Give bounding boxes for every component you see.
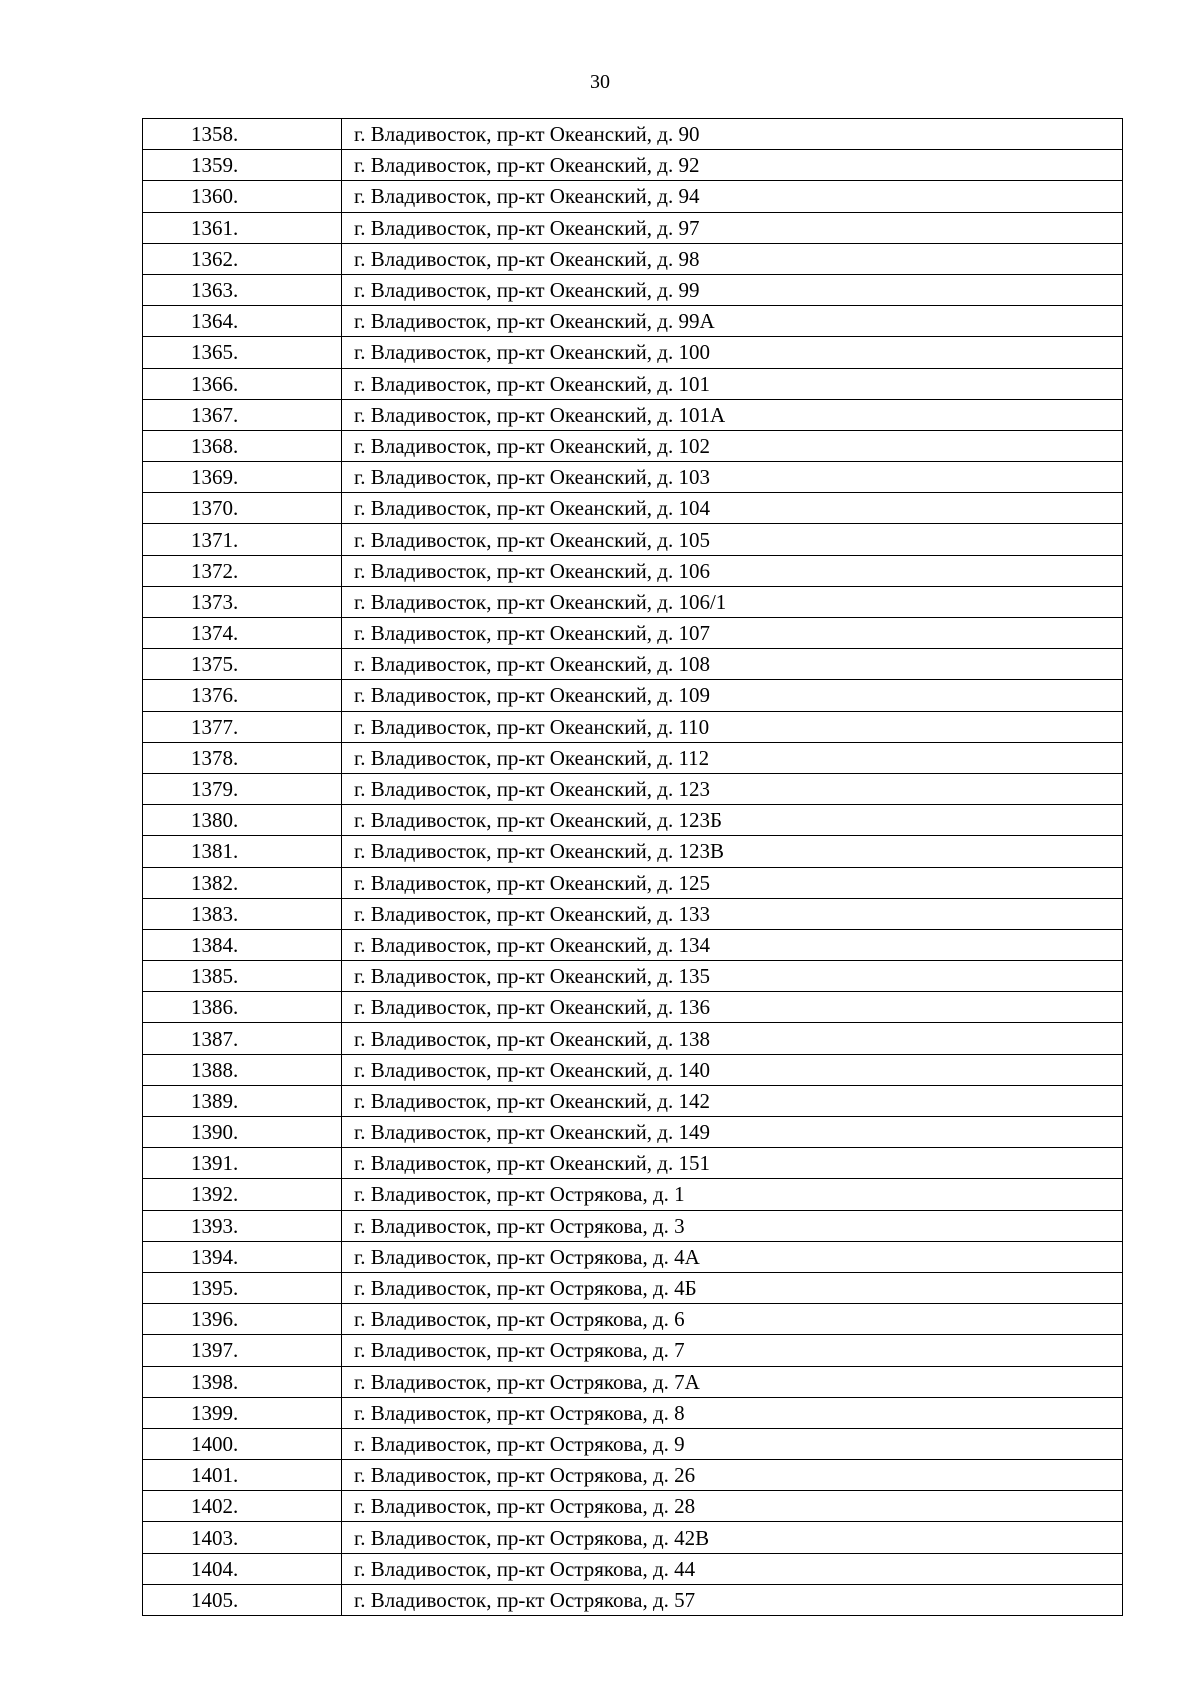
row-number-cell: 1398. [143,1366,342,1397]
row-number-cell: 1383. [143,898,342,929]
address-cell: г. Владивосток, пр-кт Океанский, д. 98 [342,243,1123,274]
row-number-cell: 1369. [143,462,342,493]
address-cell: г. Владивосток, пр-кт Острякова, д. 42В [342,1522,1123,1553]
table-row [143,1553,1123,1584]
address-cell: г. Владивосток, пр-кт Океанский, д. 110 [342,711,1123,742]
table-row [143,212,1123,243]
address-cell: г. Владивосток, пр-кт Океанский, д. 104 [342,493,1123,524]
address-cell: г. Владивосток, пр-кт Океанский, д. 149 [342,1117,1123,1148]
address-cell: г. Владивосток, пр-кт Острякова, д. 6 [342,1304,1123,1335]
table-row [143,306,1123,337]
table-row [143,1491,1123,1522]
row-number-cell: 1391. [143,1148,342,1179]
address-cell: г. Владивосток, пр-кт Океанский, д. 134 [342,929,1123,960]
row-number-cell: 1372. [143,555,342,586]
address-cell: г. Владивосток, пр-кт Океанский, д. 112 [342,742,1123,773]
row-number-cell: 1368. [143,430,342,461]
address-cell: г. Владивосток, пр-кт Океанский, д. 101 [342,368,1123,399]
row-number-cell: 1385. [143,961,342,992]
row-number-cell: 1399. [143,1397,342,1428]
address-cell: г. Владивосток, пр-кт Океанский, д. 140 [342,1054,1123,1085]
table-row [143,1117,1123,1148]
row-number-cell: 1367. [143,399,342,430]
row-number-cell: 1387. [143,1023,342,1054]
row-number-cell: 1397. [143,1335,342,1366]
address-table-body [143,119,1123,1616]
table-row [143,1179,1123,1210]
row-number-cell: 1395. [143,1272,342,1303]
address-cell: г. Владивосток, пр-кт Острякова, д. 3 [342,1210,1123,1241]
row-number-cell: 1375. [143,649,342,680]
table-row [143,898,1123,929]
table-row [143,150,1123,181]
table-row [143,399,1123,430]
table-row [143,493,1123,524]
row-number-cell: 1373. [143,586,342,617]
table-row [143,1148,1123,1179]
address-cell: г. Владивосток, пр-кт Океанский, д. 94 [342,181,1123,212]
page-number: 30 [590,71,610,93]
row-number-cell: 1379. [143,773,342,804]
address-cell: г. Владивосток, пр-кт Острякова, д. 4Б [342,1272,1123,1303]
table-row [143,1304,1123,1335]
address-cell: г. Владивосток, пр-кт Океанский, д. 123 [342,773,1123,804]
address-cell: г. Владивосток, пр-кт Океанский, д. 102 [342,430,1123,461]
table-row [143,742,1123,773]
table-row [143,1584,1123,1615]
table-row [143,1397,1123,1428]
address-cell: г. Владивосток, пр-кт Океанский, д. 108 [342,649,1123,680]
table-row [143,274,1123,305]
address-cell: г. Владивосток, пр-кт Океанский, д. 123В [342,836,1123,867]
table-row [143,1428,1123,1459]
row-number-cell: 1404. [143,1553,342,1584]
address-cell: г. Владивосток, пр-кт Океанский, д. 133 [342,898,1123,929]
row-number-cell: 1363. [143,274,342,305]
row-number-cell: 1370. [143,493,342,524]
address-cell: г. Владивосток, пр-кт Острякова, д. 7А [342,1366,1123,1397]
address-cell: г. Владивосток, пр-кт Океанский, д. 92 [342,150,1123,181]
table-row [143,1241,1123,1272]
address-cell: г. Владивосток, пр-кт Острякова, д. 44 [342,1553,1123,1584]
address-cell: г. Владивосток, пр-кт Океанский, д. 106/1 [342,586,1123,617]
address-cell: г. Владивосток, пр-кт Острякова, д. 1 [342,1179,1123,1210]
table-row [143,586,1123,617]
table-row [143,1460,1123,1491]
table-row [143,805,1123,836]
table-row [143,430,1123,461]
address-cell: г. Владивосток, пр-кт Океанский, д. 109 [342,680,1123,711]
row-number-cell: 1392. [143,1179,342,1210]
table-row [143,462,1123,493]
table-row [143,337,1123,368]
row-number-cell: 1405. [143,1584,342,1615]
address-cell: г. Владивосток, пр-кт Океанский, д. 103 [342,462,1123,493]
row-number-cell: 1371. [143,524,342,555]
row-number-cell: 1366. [143,368,342,399]
row-number-cell: 1400. [143,1428,342,1459]
address-cell: г. Владивосток, пр-кт Острякова, д. 9 [342,1428,1123,1459]
row-number-cell: 1376. [143,680,342,711]
table-row [143,836,1123,867]
table-row [143,181,1123,212]
row-number-cell: 1362. [143,243,342,274]
table-row [143,1210,1123,1241]
table-row [143,1522,1123,1553]
table-row [143,1335,1123,1366]
table-row [143,618,1123,649]
table-row [143,243,1123,274]
row-number-cell: 1359. [143,150,342,181]
row-number-cell: 1402. [143,1491,342,1522]
address-cell: г. Владивосток, пр-кт Океанский, д. 101А [342,399,1123,430]
table-row [143,1085,1123,1116]
address-cell: г. Владивосток, пр-кт Океанский, д. 123Б [342,805,1123,836]
row-number-cell: 1389. [143,1085,342,1116]
table-row [143,555,1123,586]
address-table [142,118,1123,1616]
table-row [143,1054,1123,1085]
row-number-cell: 1403. [143,1522,342,1553]
row-number-cell: 1386. [143,992,342,1023]
address-cell: г. Владивосток, пр-кт Океанский, д. 99 [342,274,1123,305]
address-cell: г. Владивосток, пр-кт Острякова, д. 57 [342,1584,1123,1615]
table-row [143,1023,1123,1054]
address-cell: г. Владивосток, пр-кт Океанский, д. 105 [342,524,1123,555]
address-cell: г. Владивосток, пр-кт Океанский, д. 151 [342,1148,1123,1179]
table-row [143,992,1123,1023]
table-row [143,649,1123,680]
row-number-cell: 1364. [143,306,342,337]
address-cell: г. Владивосток, пр-кт Острякова, д. 7 [342,1335,1123,1366]
address-cell: г. Владивосток, пр-кт Острякова, д. 26 [342,1460,1123,1491]
row-number-cell: 1382. [143,867,342,898]
table-row [143,867,1123,898]
table-row [143,368,1123,399]
address-cell: г. Владивосток, пр-кт Океанский, д. 142 [342,1085,1123,1116]
row-number-cell: 1394. [143,1241,342,1272]
address-cell: г. Владивосток, пр-кт Океанский, д. 97 [342,212,1123,243]
row-number-cell: 1401. [143,1460,342,1491]
table-row [143,1272,1123,1303]
row-number-cell: 1393. [143,1210,342,1241]
table-row [143,961,1123,992]
address-cell: г. Владивосток, пр-кт Океанский, д. 107 [342,618,1123,649]
row-number-cell: 1374. [143,618,342,649]
address-cell: г. Владивосток, пр-кт Океанский, д. 136 [342,992,1123,1023]
address-cell: г. Владивосток, пр-кт Острякова, д. 28 [342,1491,1123,1522]
table-row [143,680,1123,711]
address-cell: г. Владивосток, пр-кт Острякова, д. 4А [342,1241,1123,1272]
address-cell: г. Владивосток, пр-кт Океанский, д. 99А [342,306,1123,337]
table-row [143,711,1123,742]
address-cell: г. Владивосток, пр-кт Океанский, д. 135 [342,961,1123,992]
table-row [143,524,1123,555]
row-number-cell: 1360. [143,181,342,212]
table-row [143,929,1123,960]
address-cell: г. Владивосток, пр-кт Острякова, д. 8 [342,1397,1123,1428]
address-cell: г. Владивосток, пр-кт Океанский, д. 106 [342,555,1123,586]
row-number-cell: 1365. [143,337,342,368]
table-row [143,1366,1123,1397]
row-number-cell: 1384. [143,929,342,960]
address-cell: г. Владивосток, пр-кт Океанский, д. 125 [342,867,1123,898]
address-cell: г. Владивосток, пр-кт Океанский, д. 90 [342,119,1123,150]
address-cell: г. Владивосток, пр-кт Океанский, д. 138 [342,1023,1123,1054]
row-number-cell: 1388. [143,1054,342,1085]
table-row [143,119,1123,150]
row-number-cell: 1361. [143,212,342,243]
row-number-cell: 1390. [143,1117,342,1148]
row-number-cell: 1378. [143,742,342,773]
row-number-cell: 1381. [143,836,342,867]
address-cell: г. Владивосток, пр-кт Океанский, д. 100 [342,337,1123,368]
row-number-cell: 1380. [143,805,342,836]
table-row [143,773,1123,804]
row-number-cell: 1377. [143,711,342,742]
row-number-cell: 1358. [143,119,342,150]
row-number-cell: 1396. [143,1304,342,1335]
